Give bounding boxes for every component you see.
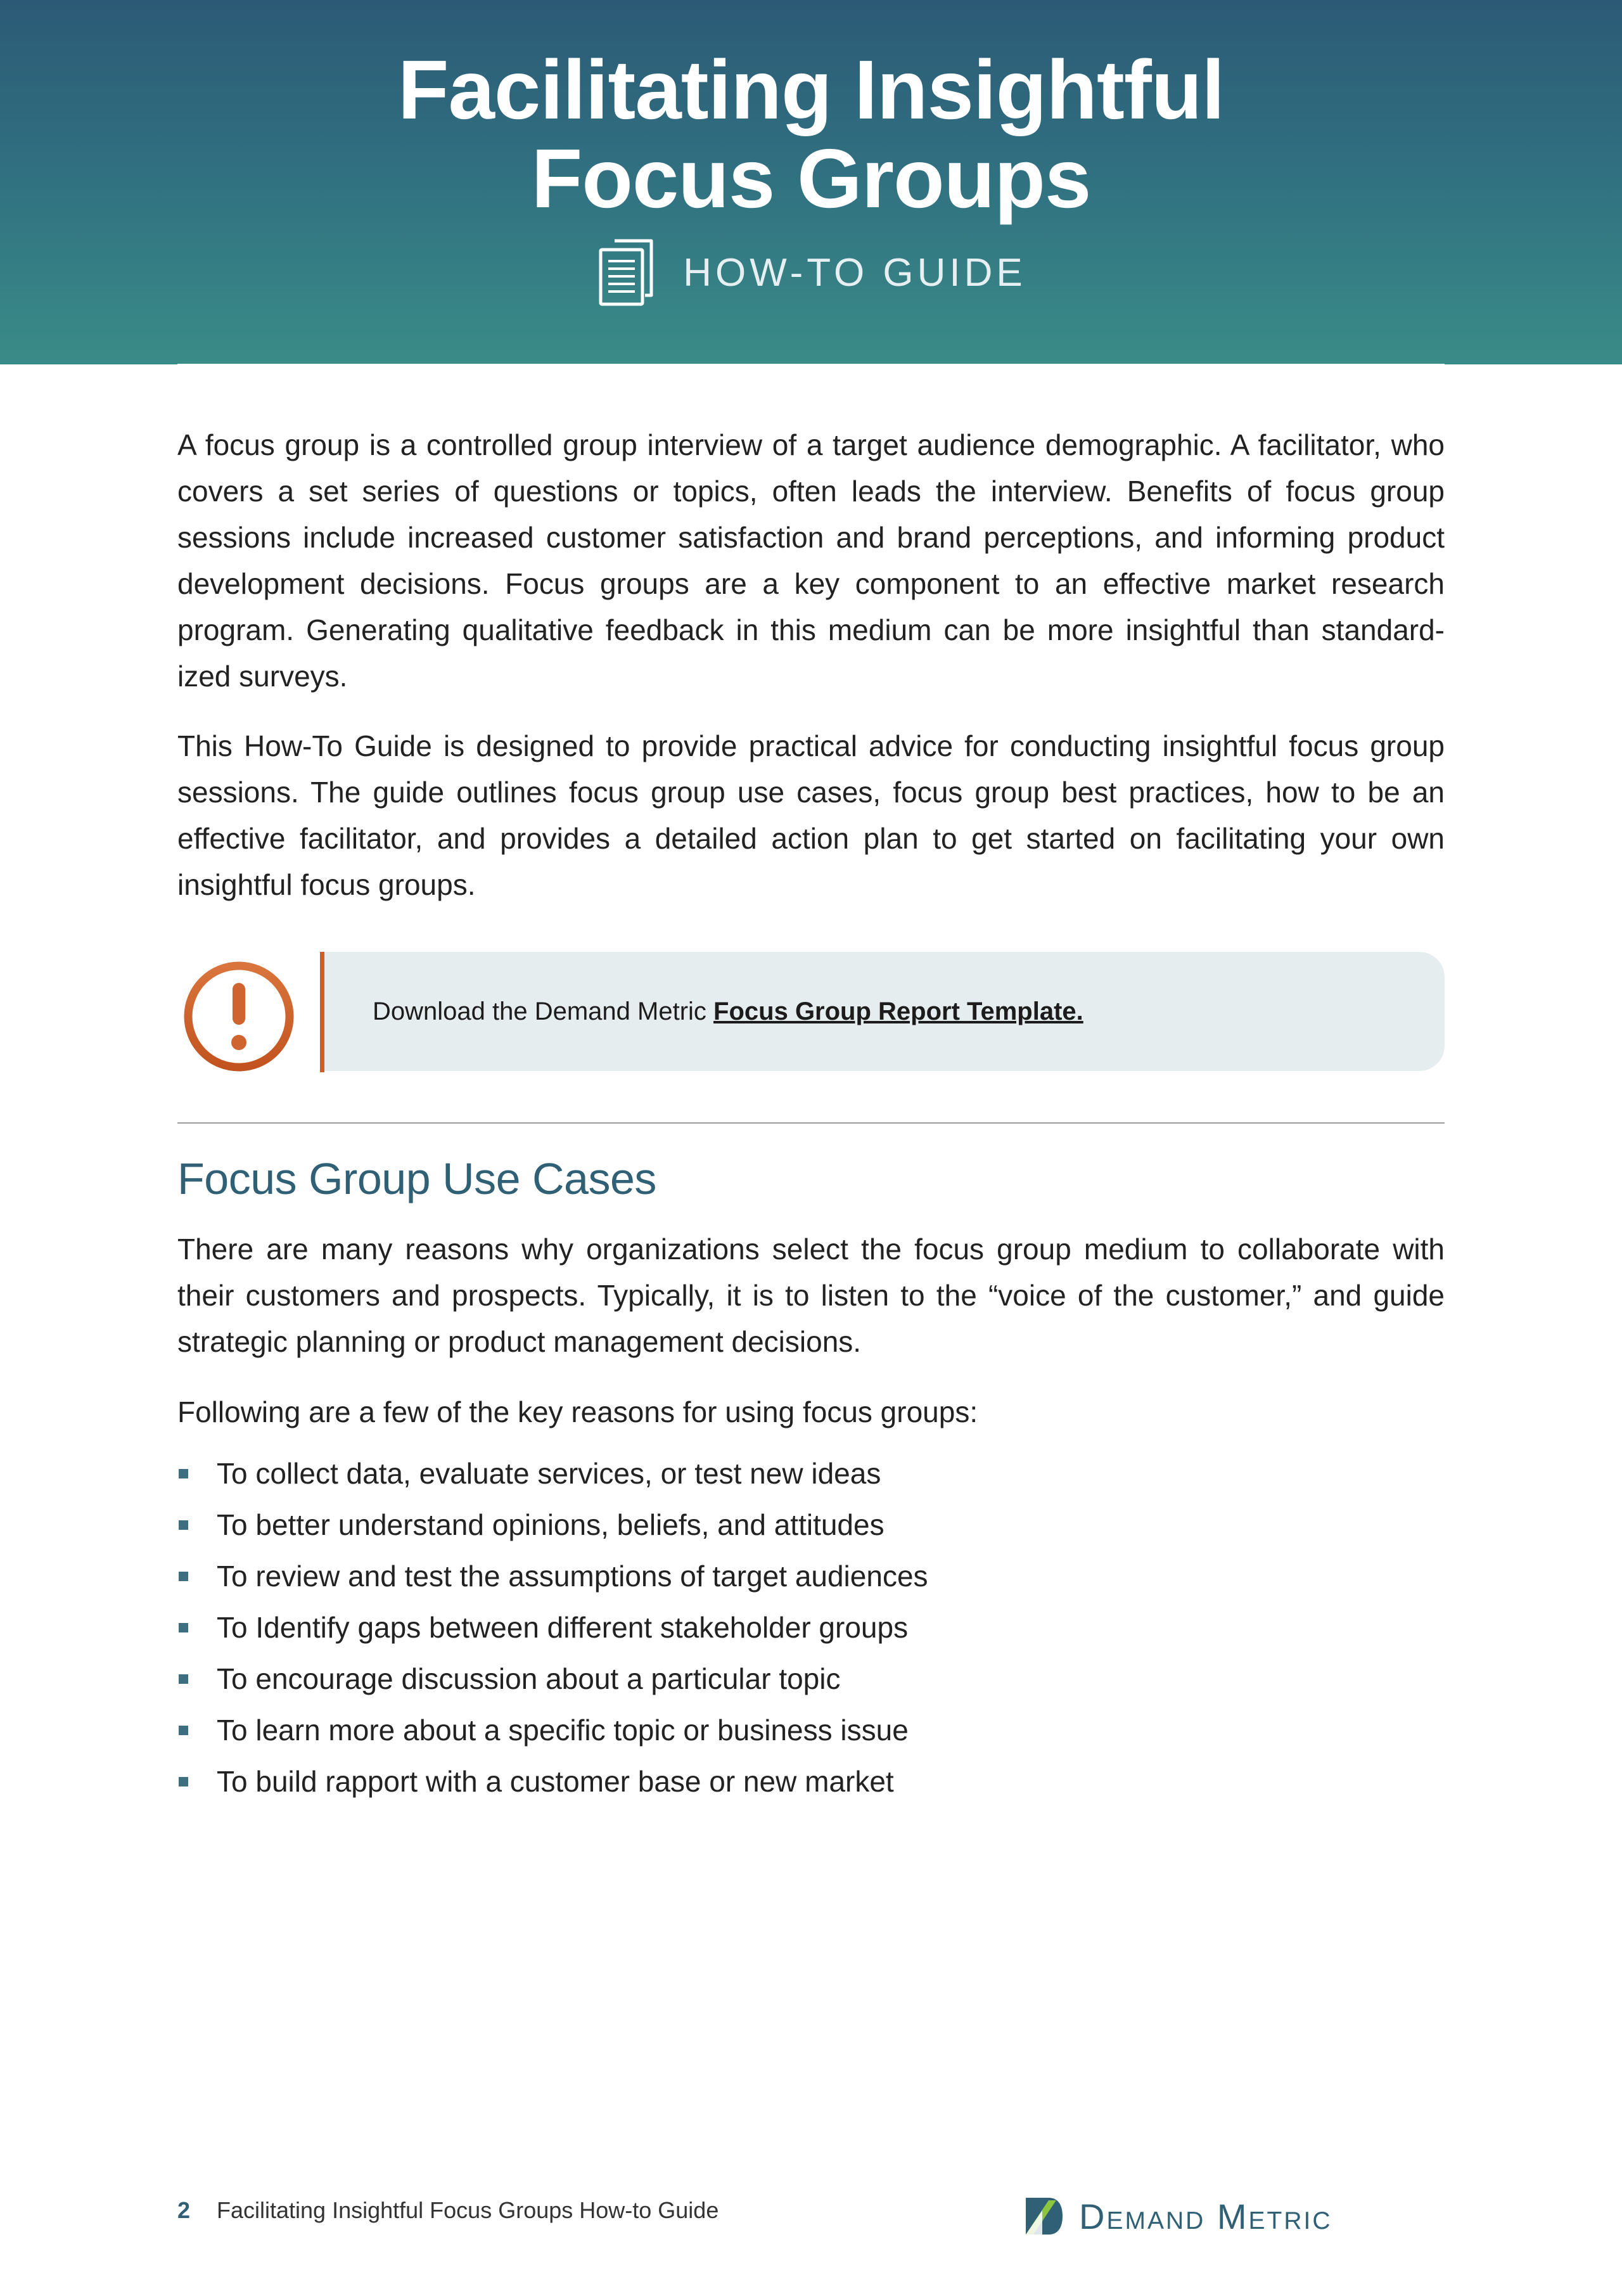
- footer-doc-title: Facilitating Insightful Focus Groups How-to Guide: [217, 2197, 719, 2223]
- callout-accent-bar: [320, 952, 324, 1072]
- header-banner: [0, 0, 1622, 364]
- section-divider: [177, 1122, 1445, 1124]
- guide-label: HOW-TO GUIDE: [683, 250, 1026, 295]
- intro-paragraph-2: This How-To Guide is designed to provide practical advice for conducting insightful focus group sessions. The guide outlines focus group use cases, focus group best practices, how to be an effective facilitator, and provides a detailed action plan to get started on facilitating your own insightful focus groups.: [177, 729, 1445, 901]
- bullet-square-icon: [179, 1469, 188, 1478]
- list-item: [177, 1756, 1445, 1807]
- intro-paragraph-1: A focus group is a controlled group interview of a target audience demographic. A facilitator, who covers a set series of questions or topics, often leads the interview. Benefits of focus group sessions include increased customer satisfaction and brand perceptions, and informing product development decisions. Focus groups are a key component to an effective market research program. Generating qualitative feedback in this medium can be more insightful than standard-ized surveys.: [177, 428, 1445, 693]
- list-item: [177, 1653, 1445, 1705]
- list-item-text: To build rapport with a customer base or new market: [217, 1765, 894, 1798]
- download-callout: [324, 952, 1445, 1071]
- bullet-square-icon: [179, 1623, 188, 1632]
- bullet-square-icon: [179, 1777, 188, 1786]
- list-item: [177, 1551, 1445, 1602]
- list-item-text: To better understand opinions, beliefs, and attitudes: [217, 1508, 884, 1541]
- section-heading: Focus Group Use Cases: [177, 1154, 656, 1203]
- focus-group-template-link[interactable]: Focus Group Report Template.: [713, 997, 1083, 1025]
- bullet-square-icon: [179, 1520, 188, 1530]
- title-line-1: Facilitating Insightful: [397, 43, 1225, 136]
- demand-metric-logo: [1023, 2194, 1332, 2238]
- bullet-square-icon: [179, 1674, 188, 1684]
- section-paragraph-1: There are many reasons why organizations select the focus group medium to collaborate with their customers and prospects. Typically, it is to listen to the “voice of the customer,” and guide strategic planning or product management decisions.: [177, 1233, 1445, 1358]
- list-item: [177, 1705, 1445, 1756]
- list-item-text: To review and test the assumptions of target audiences: [217, 1560, 928, 1593]
- demand-metric-logo-icon: [1023, 2195, 1065, 2237]
- bullet-square-icon: [179, 1572, 188, 1581]
- list-item: [177, 1602, 1445, 1653]
- document-icon: [596, 237, 656, 308]
- callout-text: Download the Demand Metric: [373, 997, 714, 1025]
- list-item: [177, 1499, 1445, 1551]
- list-item-text: To learn more about a specific topic or business issue: [217, 1714, 909, 1747]
- section-paragraph-2: Following are a few of the key reasons for using focus groups:: [177, 1395, 978, 1428]
- list-item-text: To collect data, evaluate services, or test new ideas: [217, 1457, 881, 1490]
- list-item-text: To encourage discussion about a particular topic: [217, 1662, 841, 1695]
- logo-text: Demand Metric: [1079, 2196, 1332, 2236]
- bullet-square-icon: [179, 1726, 188, 1735]
- alert-icon: [180, 958, 298, 1075]
- guide-label-row: [0, 234, 1622, 311]
- list-item-text: To Identify gaps between different stakeholder groups: [217, 1611, 909, 1644]
- page-title: [0, 43, 1622, 225]
- list-item: [177, 1448, 1445, 1499]
- title-line-2: Focus Groups: [531, 132, 1091, 225]
- page-number: 2: [177, 2197, 191, 2223]
- banner-divider: [177, 364, 1445, 366]
- reasons-list: [177, 1448, 1445, 1807]
